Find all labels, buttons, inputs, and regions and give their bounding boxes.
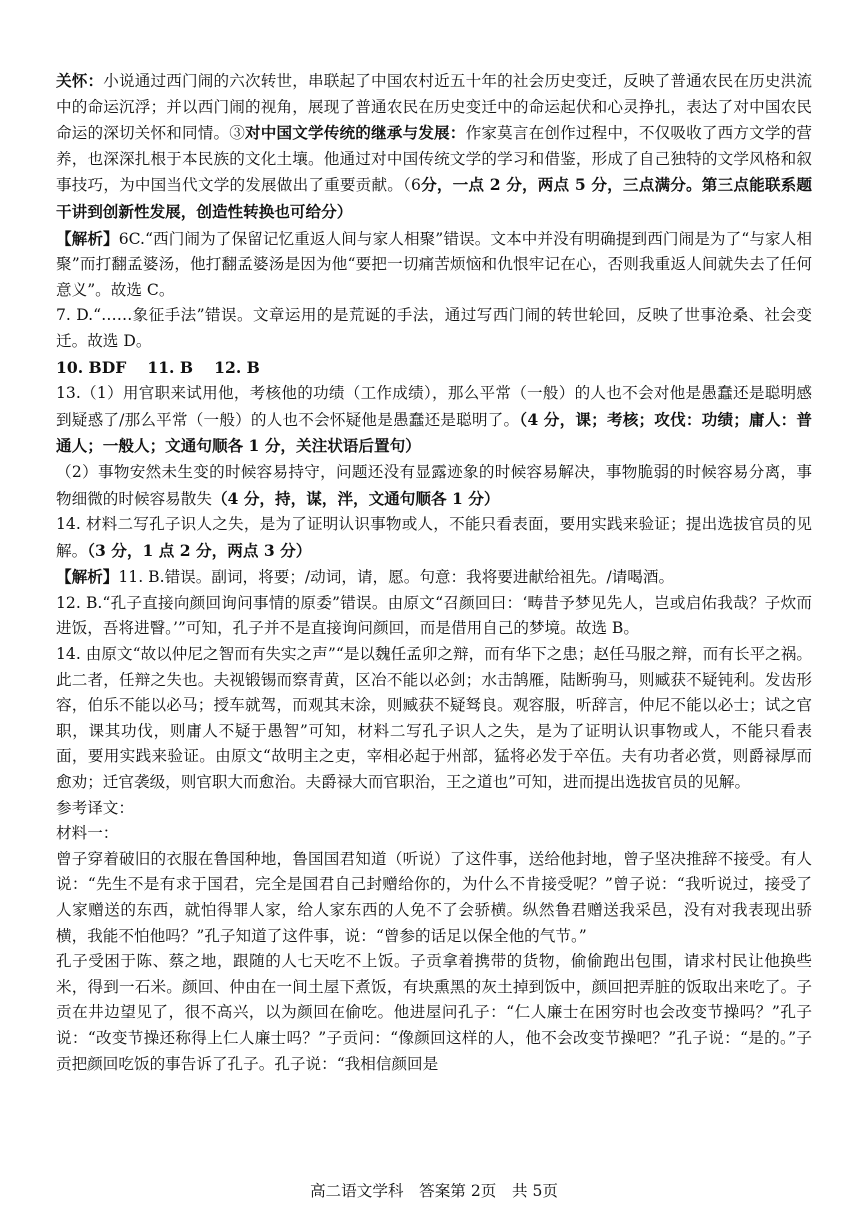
page-footer: 高二语文学科 答案第 2页 共 5页	[309, 1182, 559, 1200]
bold-text-run: 【解析】	[56, 567, 119, 587]
paragraph	[56, 381, 812, 460]
bold-text-run: （3 分，1 点 2 分，两点 3 分）	[87, 540, 312, 560]
bold-text-run: 分，一点 2 分，两点 5 分，三点满分。第三点能联系题干讲到创新性发展，创造性转换也可给分）	[56, 175, 813, 221]
bold-text-run: （4 分，课；考核；攻伐：功绩；庸人：普通人；一般人；文通句顺各 1 分，关注状语后置句）	[56, 409, 812, 456]
paragraph	[56, 796, 812, 822]
text-run: 参考译文：	[56, 798, 134, 817]
bold-text-run: 关怀：	[56, 71, 104, 90]
text-run: 材料一：	[56, 824, 119, 843]
text-run: 12. B.“孔子直接向颜回询问事情的原委”错误。由原文“召颜回曰：‘畴昔予梦见先人，岂或启佑我哉？子炊而进饭，吾将进瞖。’”可知，孔子并不是直接询问颜回，而是借用自己的梦境。故选 B。	[56, 593, 812, 638]
text-run: 曾子穿着破旧的衣服在鲁国种地，鲁国国君知道（听说）了这件事，送给他封地，曾子坚决推辞不接受。有人说：“先生不是有求于国君，完全是国君自己封赠给你的，为什么不肯接受呢？”曾子说：“我听说过，接受了人家赠送的东西，就怕得罪人家，给人家东西的人免不了会骄横。纵然鲁君赠送我采邑，没有对我表现出骄横，我能不怕他吗？”孔子知道了这件事，说：“曾参的话足以保全他的气节。”	[56, 849, 812, 945]
paragraph	[56, 303, 812, 354]
text-run: 小说通过西门闹的六次转世，串联起了中国农村近五十年的社会历史变迁，反映了普通农民在历史洪流中的命运沉浮；并以西门闹的视角，展现了普通农民在历史变迁中的命运起伏和心灵挣扎，表达了对中国农民命运的深切关怀和同情。③	[56, 72, 812, 143]
text-run: 孔子受困于陈、蔡之地，跟随的人七天吃不上饭。子贡拿着携带的货物，偷偷跑出包围，请求村民让他换些米，得到一石米。颜回、仲由在一间土屋下煮饭，有块熏黑的灰土掉到饭中，颜回把弄脏的饭取出来吃了。子贡在井边望见了，很不高兴，以为颜回在偷吃。他进屋问孔子：“仁人廉士在困穷时也会改变节操吗？”孔子说：“改变节操还称得上仁人廉士吗？”子贡问：“像颜回这样的人，他不会改变节操吧？”孔子说：“是的。”子贡把颜回吃饭的事告诉了孔子。孔子说：“我相信颜回是	[56, 952, 812, 1073]
bold-text-run: （4 分，持，谋，泮，文通句顺各 1 分）	[211, 488, 500, 508]
text-run: 6C.“西门闹为了保留记忆重返人间与家人相聚”错误。文本中并没有明确提到西门闹是为了“与家人相聚”而打翻孟婆汤，他打翻孟婆汤是因为他“要把一切痛苦烦恼和仇恨牢记在心，否则我重返人间就失去了任何意义”。故选 C。	[56, 229, 812, 299]
paragraph	[56, 591, 812, 642]
paragraph	[56, 512, 812, 564]
paragraph	[56, 949, 812, 1077]
text-run: 11. B.错误。副词，将要；/动词，请，愿。句意：我将要进献给祖先。/请喝酒。	[118, 568, 675, 587]
paragraph	[56, 460, 812, 512]
paragraph	[56, 821, 812, 847]
text-run: 14. 由原文“故以仲尼之智而有失实之声”“是以魏任孟卯之辩，而有华下之患；赵任马服之辩，而有长平之祸。此二者，任辩之失也。夫视锻锡而察青黄，区冶不能以必剑；水击鹄雁，陆断驹马，则臧获不疑钝利。发齿形容，伯乐不能以必马；授车就驾，而观其末涂，则臧获不疑驽良。观容服，听辞言，仲尼不能以必士；试之官职，课其功伐，则庸人不疑于愚智”可知，材料二写孔子识人之失，是为了证明认识事物或人，不能只看表面，要用实践来验证。由原文“故明主之吏，宰相必起于州部，猛将必发于卒伍。夫有功者必赏，则爵禄厚而愈劝；迁官袭级，则官职大而愈治。夫爵禄大而官职治，王之道也”可知，进而提出选拔官员的见解。	[56, 645, 812, 792]
paragraph	[56, 564, 812, 591]
text-run: 13.（1）用官职来试用他，考核他的功绩（工作成绩），那么平常（一般）的人也不会对他是愚蠢还是聪明感到疑惑了/那么平常（一般）的人也不会怀疑他是愚蠢还是聪明了。	[56, 384, 812, 429]
text-run: 7. D.“……象征手法”错误。文章运用的是荒诞的手法，通过写西门闹的转世轮回，反映了世事沧桑、社会变迁。故选 D。	[56, 306, 812, 350]
answer-document-body	[56, 68, 812, 1077]
bold-text-run: 对中国文学传统的继承与发展：	[245, 123, 466, 143]
bold-text-run: 【解析】	[56, 228, 119, 248]
paragraph	[56, 642, 812, 796]
paragraph	[56, 68, 812, 226]
text-run: （2）事物安然未生变的时候容易持守，问题还没有显露迹象的时候容易解决，事物脆弱的时候容易分离，事物细微的时候容易散失	[56, 462, 812, 508]
paragraph	[56, 847, 812, 949]
text-run: 14. 材料二写孔子识人之失，是为了证明认识事物或人，不能只看表面，要用实践来验证；提出选拔官员的见解。	[56, 515, 812, 560]
paragraph	[56, 355, 812, 382]
text-run: 作家莫言在创作过程中，不仅吸收了西方文学的营养，也深深扎根于本民族的文化土壤。他通过对中国传统文学的学习和借鉴，形成了自己独特的文学风格和叙事技巧，为中国当代文学的发展做出了重要贡献。（6	[56, 124, 812, 195]
paragraph	[56, 226, 812, 304]
bold-text-run: 10. BDF 11. B 12. B	[56, 357, 260, 377]
